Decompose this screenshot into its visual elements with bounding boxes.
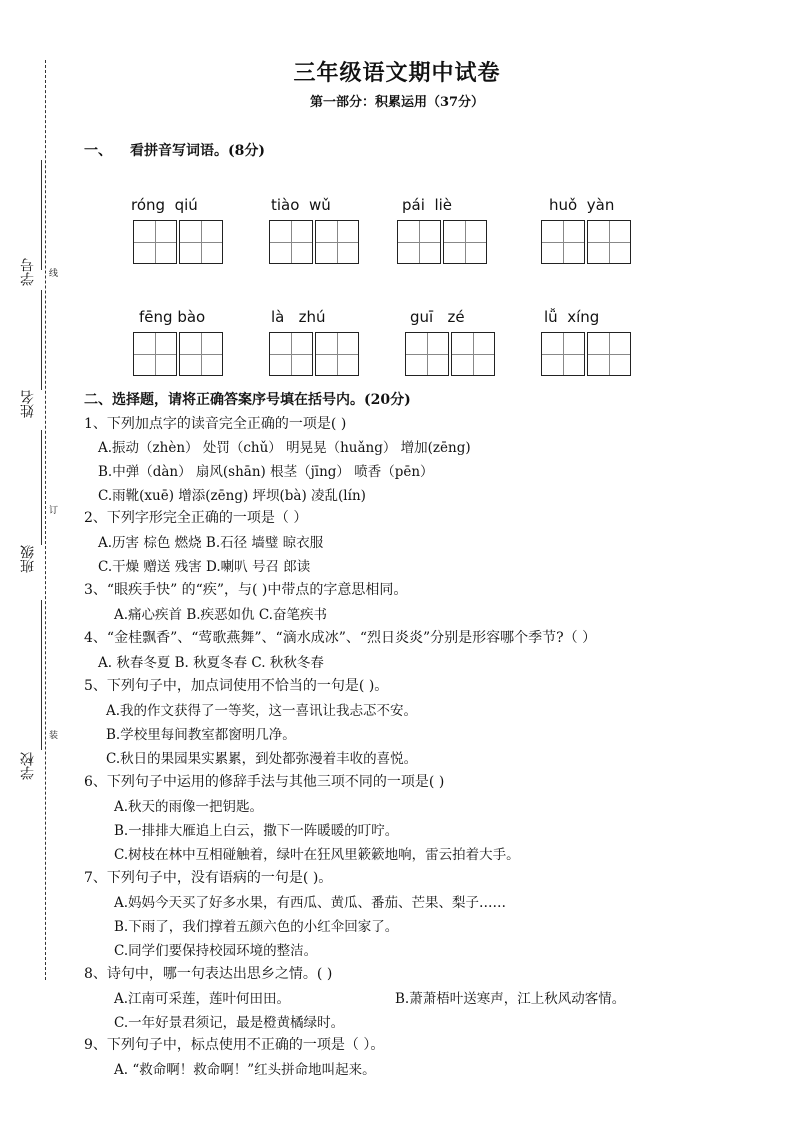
tianzige-cell[interactable]: [179, 332, 223, 376]
school-label: 学校: [20, 752, 36, 780]
tianzige-box[interactable]: [133, 332, 223, 376]
school-line: [41, 600, 42, 750]
question-6: 6、下列句子中运用的修辞手法与其他三项不同的一项是( ): [84, 774, 445, 790]
tianzige-cell[interactable]: [541, 332, 585, 376]
question-8: 8、诗句中，哪一句表达出思乡之情。( ): [84, 966, 333, 982]
tianzige-cell[interactable]: [405, 332, 449, 376]
exam-title: 三年级语文期中试卷: [293, 60, 501, 86]
tianzige-box[interactable]: [397, 220, 487, 264]
question-9: 9、下列句子中，标点使用不正确的一项是（ ）。: [84, 1037, 385, 1053]
question-2: 2、下列字形完全正确的一项是（ ）: [84, 510, 308, 526]
class-label: 班级: [20, 545, 36, 573]
q8-option-a: A.江南可采莲，莲叶何田田。: [114, 991, 291, 1007]
q6-option-a: A.秋天的雨像一把钥匙。: [114, 799, 264, 815]
tianzige-box[interactable]: [405, 332, 495, 376]
q2-options-cd: C.干燥 赠送 残害 D.喇叭 号召 郎读: [98, 559, 311, 575]
tianzige-box[interactable]: [269, 332, 359, 376]
pinyin-1: róng qiú: [131, 196, 198, 214]
tianzige-cell[interactable]: [587, 332, 631, 376]
question-4: 4、“金桂飘香”、“莺歌燕舞”、“滴水成冰”、“烈日炎炎”分别是形容哪个季节?（ ）: [84, 630, 597, 646]
pinyin-3: pái liè: [402, 196, 453, 214]
name-line: [41, 290, 42, 390]
tianzige-cell[interactable]: [269, 332, 313, 376]
pinyin-2: tiào wǔ: [271, 196, 331, 214]
q2-options-ab: A.历害 棕色 燃烧 B.石径 墙璧 晾衣服: [98, 535, 324, 551]
section1-title: 看拼音写词语。(8分): [130, 143, 265, 159]
class-line: [41, 430, 42, 545]
q7-option-c: C.同学们要保持校园环境的整洁。: [114, 943, 318, 959]
q5-option-b: B.学校里每间教室都窗明几净。: [106, 727, 296, 743]
tianzige-cell[interactable]: [315, 332, 359, 376]
tianzige-cell[interactable]: [443, 220, 487, 264]
student-id-label: 学号: [20, 258, 36, 286]
section1-number: 一、: [84, 143, 112, 159]
tianzige-cell[interactable]: [269, 220, 313, 264]
q1-option-a: A.振动（zhèn） 处罚（chǔ） 明晃晃（huǎng） 增加(zēng): [98, 440, 471, 456]
q6-option-b: B.一排排大雁追上白云，撒下一阵暖暖的叮咛。: [114, 823, 399, 839]
tianzige-cell[interactable]: [133, 332, 177, 376]
tianzige-cell[interactable]: [315, 220, 359, 264]
q5-option-c: C.秋日的果园果实累累，到处都弥漫着丰收的喜悦。: [106, 751, 418, 767]
q1-option-c: C.雨靴(xuē) 增添(zēng) 坪坝(bà) 凌乱(lín): [98, 488, 366, 504]
q6-option-c: C.树枝在林中互相碰触着，绿叶在狂风里簌簌地响，雷云拍着大手。: [114, 847, 520, 863]
q1-option-b: B.中弹（dàn） 扇风(shān) 根茎（jīng） 喷香（pēn）: [98, 464, 434, 480]
q7-option-a: A.妈妈今天买了好多水果，有西瓜、黄瓜、番茄、芒果、梨子……: [114, 895, 507, 911]
pinyin-8: lǚ xíng: [544, 308, 600, 326]
tianzige-cell[interactable]: [541, 220, 585, 264]
question-3: 3、“眼疾手快” 的“疾”，与( )中带点的字意思相同。: [84, 582, 408, 598]
pinyin-4: huǒ yàn: [549, 196, 615, 214]
q8-option-b: B.萧萧梧叶送寒声，江上秋风动客情。: [395, 991, 626, 1007]
question-1: 1、下列加点字的读音完全正确的一项是( ): [84, 416, 347, 432]
q7-option-b: B.下雨了，我们撑着五颜六色的小红伞回家了。: [114, 919, 399, 935]
cut-mark-xian: 线: [47, 268, 57, 277]
student-id-line: [41, 160, 42, 270]
tianzige-cell[interactable]: [451, 332, 495, 376]
pinyin-5: fēng bào: [139, 308, 206, 326]
exam-subtitle: 第一部分：积累运用（37分）: [309, 95, 485, 110]
name-label: 姓名: [20, 390, 36, 418]
tianzige-cell[interactable]: [587, 220, 631, 264]
binding-dashed-line: [45, 60, 46, 980]
tianzige-box[interactable]: [269, 220, 359, 264]
cut-mark-zhuang: 装: [47, 730, 57, 739]
question-5: 5、下列句子中，加点词使用不恰当的一句是( )。: [84, 678, 389, 694]
tianzige-box[interactable]: [541, 332, 631, 376]
pinyin-6: là zhú: [271, 308, 326, 326]
section1-heading: [84, 140, 265, 160]
pinyin-7: guī zé: [410, 308, 465, 326]
cut-mark-ding: 订: [47, 505, 57, 514]
tianzige-cell[interactable]: [179, 220, 223, 264]
q4-options: A. 秋春冬夏 B. 秋夏冬春 C. 秋秋冬春: [98, 655, 324, 671]
tianzige-box[interactable]: [133, 220, 223, 264]
tianzige-cell[interactable]: [397, 220, 441, 264]
tianzige-box[interactable]: [541, 220, 631, 264]
q8-option-c: C.一年好景君须记，最是橙黄橘绿时。: [114, 1015, 345, 1031]
tianzige-cell[interactable]: [133, 220, 177, 264]
q9-option-a: A. “救命啊！救命啊！”红头拼命地叫起来。: [114, 1062, 376, 1078]
q3-options: A.痛心疾首 B.疾恶如仇 C.奋笔疾书: [114, 607, 327, 623]
section2-heading: 二、选择题，请将正确答案序号填在括号内。(20分): [84, 392, 411, 408]
q5-option-a: A.我的作文获得了一等奖，这一喜讯让我忐忑不安。: [106, 703, 418, 719]
question-7: 7、下列句子中，没有语病的一句是( )。: [84, 870, 333, 886]
